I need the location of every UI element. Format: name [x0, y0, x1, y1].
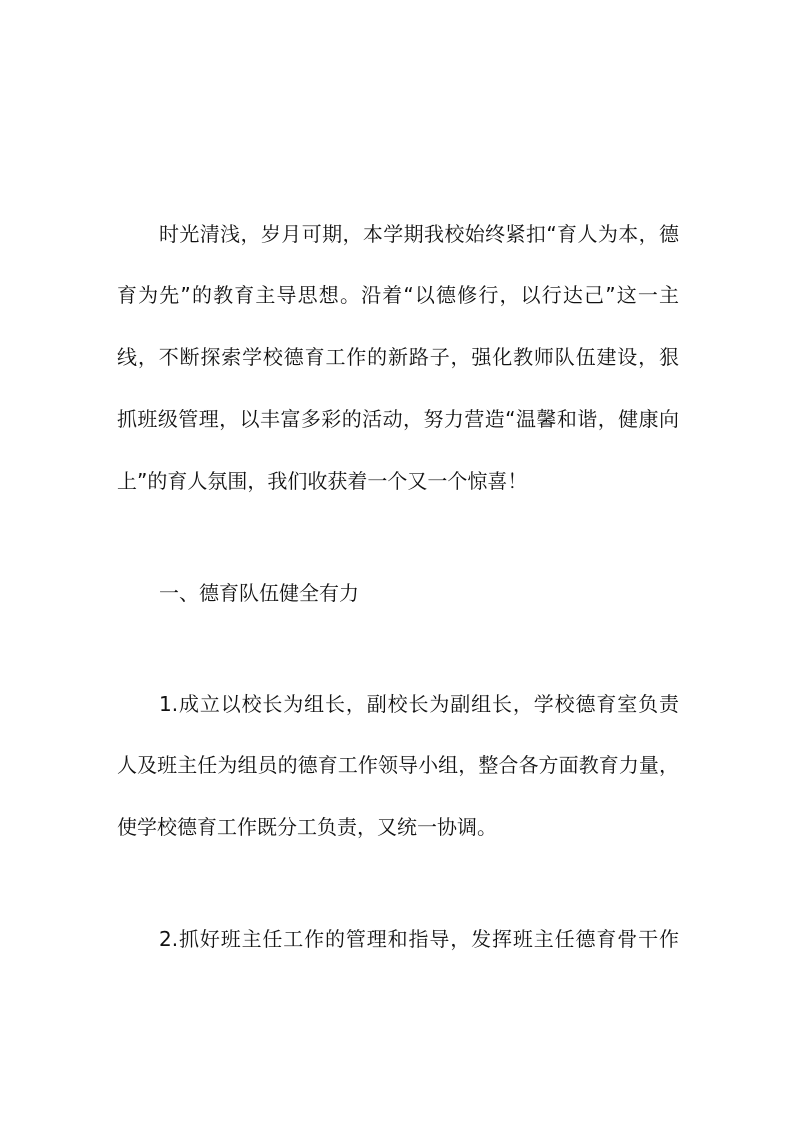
intro-paragraph-line: 时光清浅，岁月可期，本学期我校始终紧扣“育人为本，德	[159, 222, 679, 246]
intro-paragraph-line: 上”的育人氛围，我们收获着一个又一个惊喜！	[117, 469, 528, 493]
item1-paragraph-line: 使学校德育工作既分工负责，又统一协调。	[117, 815, 497, 839]
section-heading: 一、德育队伍健全有力	[159, 581, 359, 605]
item1-paragraph-line: 1.成立以校长为组长，副校长为副组长，学校德育室负责	[159, 692, 679, 716]
intro-paragraph-line: 抓班级管理，以丰富多彩的活动，努力营造“温馨和谐，健康向	[117, 407, 679, 431]
item2-paragraph-line: 2.抓好班主任工作的管理和指导，发挥班主任德育骨干作	[159, 927, 679, 951]
intro-paragraph-line: 线，不断探索学校德育工作的新路子，强化教师队伍建设，狠	[117, 345, 679, 369]
item1-paragraph-line: 人及班主任为组员的德育工作领导小组，整合各方面教育力量，	[117, 753, 679, 777]
intro-paragraph-line: 育为先”的教育主导思想。沿着“以德修行，以行达己”这一主	[117, 283, 679, 307]
